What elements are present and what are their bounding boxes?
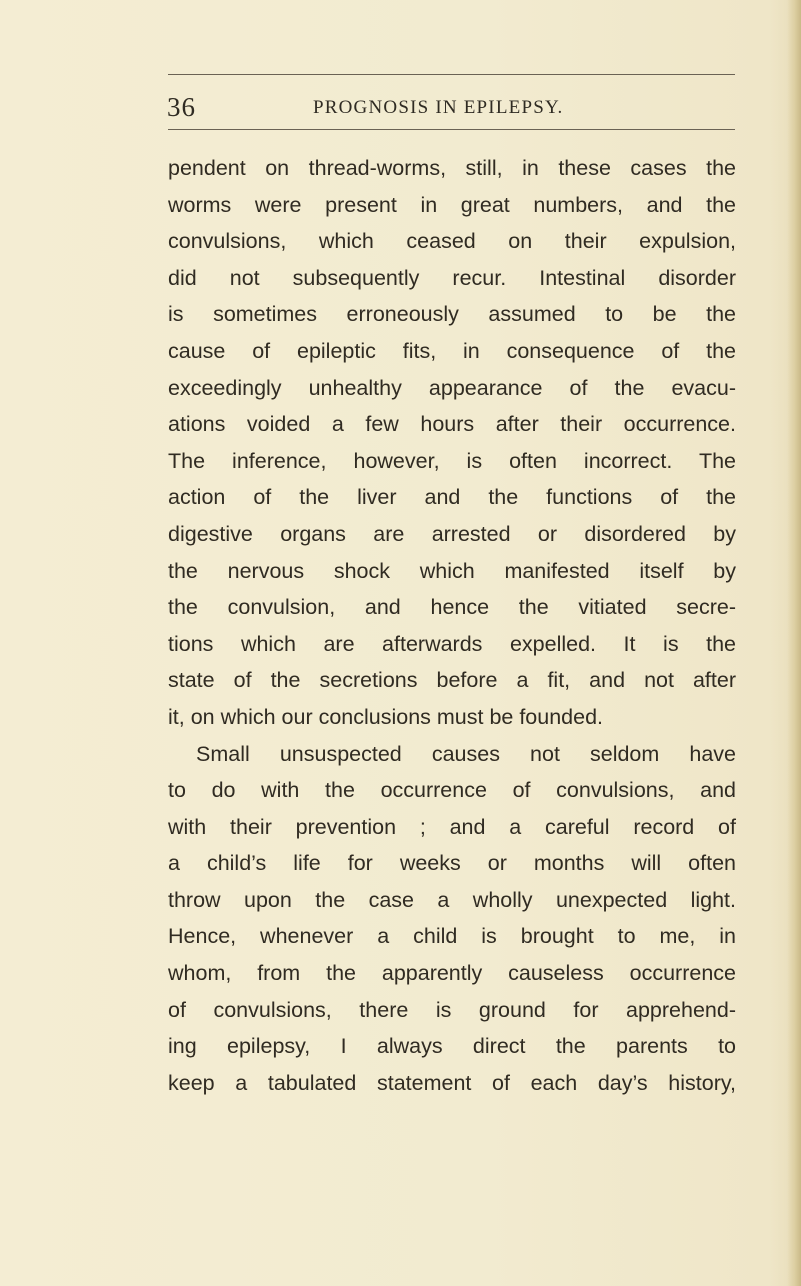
text-line: Hence, whenever a child is brought to me, in: [168, 924, 736, 949]
page-number: 36: [167, 92, 196, 122]
body-text: [168, 150, 736, 1101]
text-line: tions which are afterwards expelled. It is the: [168, 631, 736, 656]
header-bottom-rule: [168, 129, 735, 130]
text-line: of convulsions, there is ground for apprehend-: [168, 997, 736, 1022]
text-line: the nervous shock which manifested itself by: [168, 558, 736, 583]
header-top-rule: [168, 74, 735, 75]
text-line: The inference, however, is often incorrect. The: [168, 448, 736, 473]
paragraph-end-line: it, on which our conclusions must be founded.: [168, 704, 604, 729]
page-edge-shadow: [787, 0, 801, 1286]
text-line: state of the secretions before a fit, and not after: [168, 668, 736, 693]
text-line: whom, from the apparently causeless occurrence: [168, 961, 736, 986]
text-line: pendent on thread-worms, still, in these cases the: [168, 156, 736, 180]
text-line: to do with the occurrence of convulsions, and: [168, 778, 736, 803]
text-line: keep a tabulated statement of each day’s history,: [168, 1070, 736, 1095]
text-line: digestive organs are arrested or disordered by: [168, 521, 736, 546]
text-line: the convulsion, and hence the vitiated secre-: [168, 595, 736, 620]
text-line: action of the liver and the functions of the: [168, 485, 736, 510]
text-line: cause of epileptic fits, in consequence of the: [168, 338, 736, 363]
running-title: PROGNOSIS IN EPILEPSY.: [313, 97, 564, 118]
text-line: did not subsequently recur. Intestinal disorder: [168, 265, 736, 290]
text-line: throw upon the case a wholly unexpected light.: [168, 887, 736, 912]
text-line: with their prevention ; and a careful record of: [168, 814, 736, 839]
text-line: a child’s life for weeks or months will often: [168, 851, 736, 876]
text-line: worms were present in great numbers, and the: [168, 192, 736, 217]
text-line: is sometimes erroneously assumed to be the: [168, 302, 736, 327]
text-line: convulsions, which ceased on their expulsion,: [168, 229, 736, 254]
text-line: exceedingly unhealthy appearance of the evacu-: [168, 375, 736, 400]
text-line: ations voided a few hours after their occurrence.: [168, 412, 736, 437]
text-line: ing epilepsy, I always direct the parents to: [168, 1034, 736, 1059]
paragraph-first-line: Small unsuspected causes not seldom have: [196, 741, 736, 766]
